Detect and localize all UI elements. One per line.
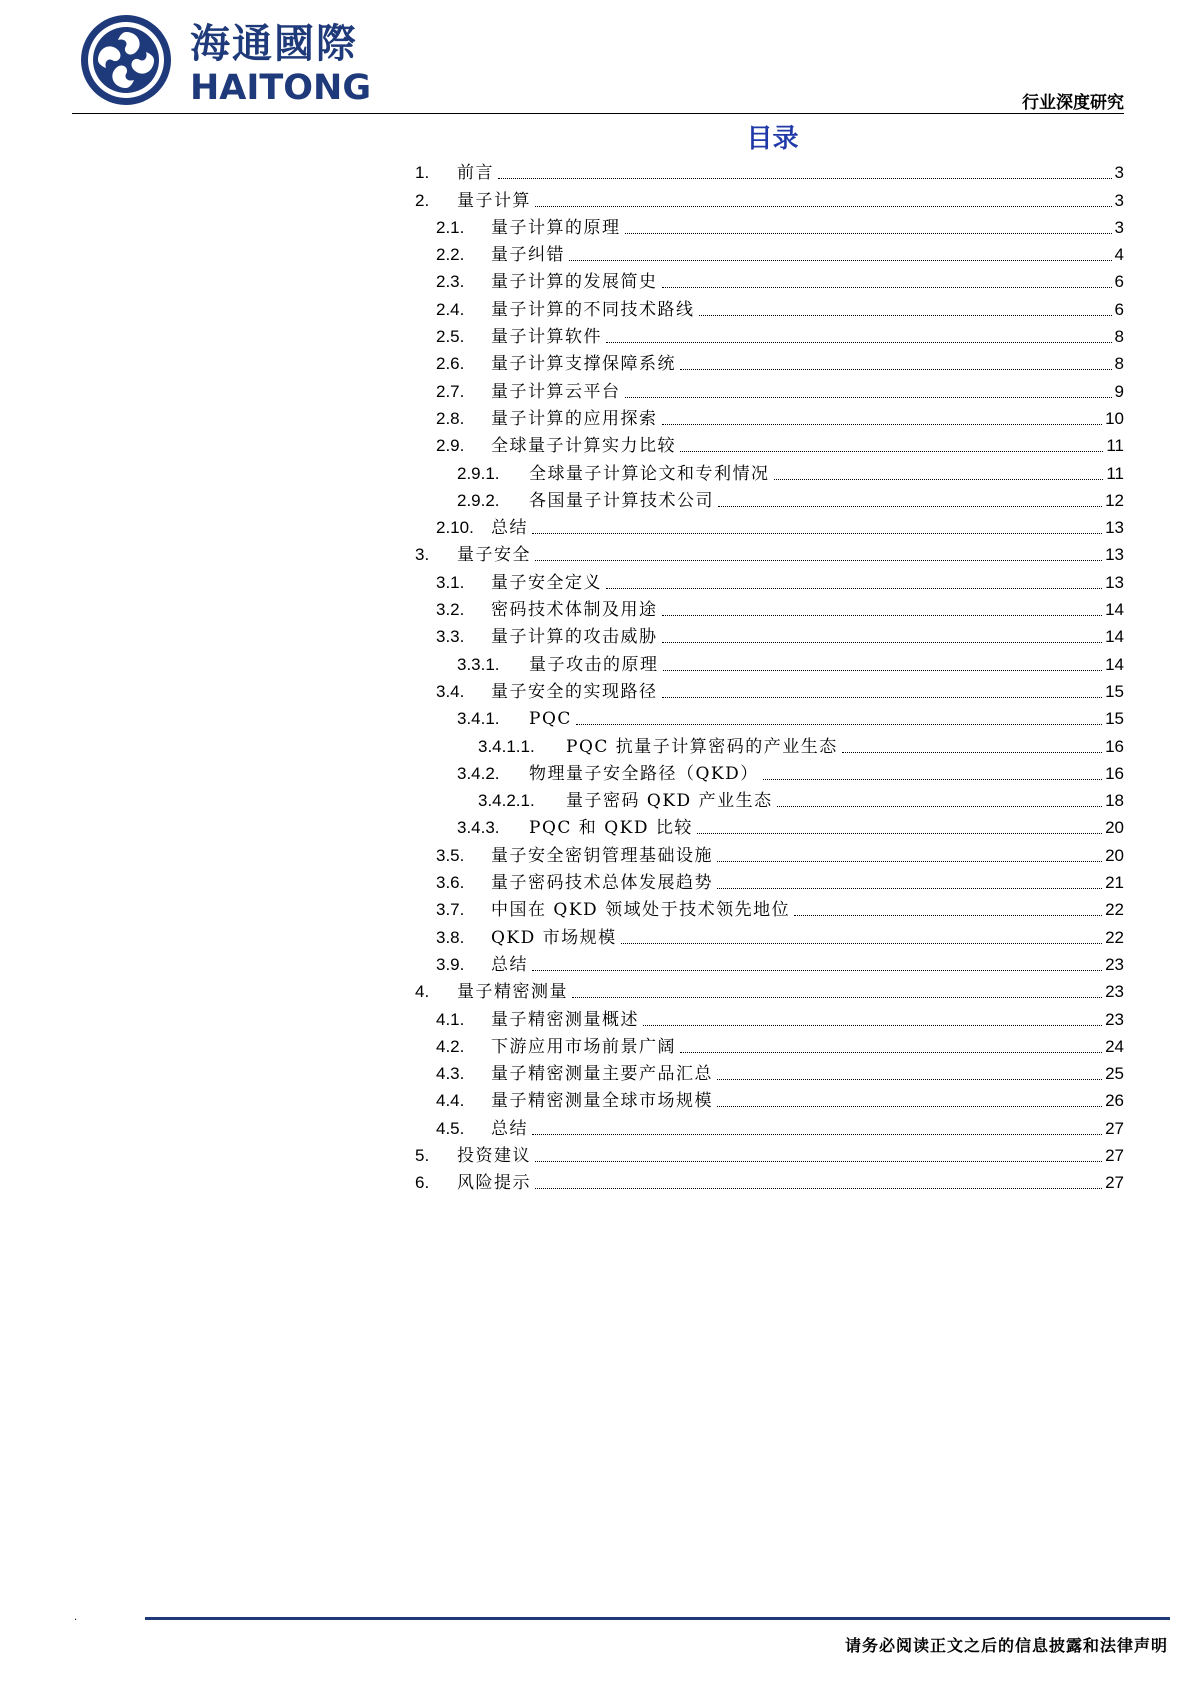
toc-dot-leader — [662, 696, 1103, 698]
toc-entry-label: 风险提示 — [457, 1173, 531, 1194]
toc-entry-page: 27 — [1105, 1145, 1124, 1165]
toc-entry-label: 总结 — [491, 518, 528, 539]
toc-entry-label: 物理量子安全路径（QKD） — [529, 763, 759, 784]
toc-dot-leader — [717, 1105, 1102, 1107]
toc-entry-number: 4.3. — [436, 1064, 465, 1084]
toc-entry-label: 全球量子计算实力比较 — [491, 436, 676, 457]
toc-entry-label: 量子计算 — [457, 190, 531, 211]
toc-entry[interactable] — [415, 430, 1124, 457]
toc-entry-page: 14 — [1105, 600, 1124, 620]
toc-dot-leader — [717, 1078, 1102, 1080]
toc-dot-leader — [774, 478, 1104, 480]
toc-entry[interactable] — [415, 184, 1124, 211]
toc-dot-leader — [697, 832, 1102, 834]
toc-entry-label: 量子安全的实现路径 — [491, 681, 658, 702]
toc-entry-number: 4.5. — [436, 1118, 465, 1138]
toc-entry-number: 3.4. — [436, 681, 465, 701]
toc-entry-label: 量子计算云平台 — [491, 381, 621, 402]
toc-entry[interactable] — [415, 485, 1124, 512]
toc-entry[interactable] — [415, 921, 1124, 948]
toc-dot-leader — [621, 942, 1102, 944]
toc-entry-number: 3.9. — [436, 954, 465, 974]
toc-entry-label: PQC 和 QKD 比较 — [529, 818, 693, 839]
toc-dot-leader — [532, 969, 1102, 971]
toc-entry-number: 2.7. — [436, 381, 465, 401]
toc-entry-page: 11 — [1106, 436, 1124, 456]
toc-entry-number: 4.2. — [436, 1036, 465, 1056]
toc-entry-label: 量子安全密钥管理基础设施 — [491, 845, 713, 866]
toc-entry-number: 5. — [415, 1145, 430, 1165]
toc-entry-number: 2.10. — [436, 518, 474, 538]
toc-entry-label: 全球量子计算论文和专利情况 — [529, 463, 770, 484]
toc-entry[interactable] — [415, 676, 1124, 703]
toc-entry-page: 22 — [1105, 927, 1124, 947]
toc-entry[interactable] — [415, 266, 1124, 293]
toc-entry-number: 2.5. — [436, 327, 465, 347]
toc-entry[interactable] — [415, 976, 1124, 1003]
brand-name-cn: 海通國際 — [190, 21, 358, 67]
toc-entry-label: 量子计算的原理 — [491, 217, 621, 238]
footer-divider — [145, 1617, 1170, 1620]
toc-entry[interactable] — [415, 403, 1124, 430]
haitong-logo-mark-icon — [78, 12, 174, 108]
toc-entry-page: 3 — [1114, 217, 1124, 237]
toc-entry-page: 25 — [1105, 1064, 1124, 1084]
toc-dot-leader — [606, 341, 1112, 343]
toc-entry[interactable] — [415, 785, 1124, 812]
toc-entry-page: 24 — [1105, 1036, 1124, 1056]
toc-entry-page: 4 — [1114, 245, 1124, 265]
toc-entry[interactable] — [415, 539, 1124, 566]
toc-entry-number: 4.1. — [436, 1009, 465, 1029]
toc-dot-leader — [842, 751, 1102, 753]
toc-dot-leader — [535, 1160, 1102, 1162]
toc-dot-leader — [680, 450, 1103, 452]
toc-entry[interactable] — [415, 1031, 1124, 1058]
toc-entry[interactable] — [415, 348, 1124, 375]
footer-mark: . — [74, 1612, 78, 1623]
toc-dot-leader — [794, 914, 1102, 916]
toc-entry-page: 11 — [1106, 463, 1124, 483]
toc-entry-page: 13 — [1105, 518, 1124, 538]
toc-entry-number: 2.9. — [436, 436, 465, 456]
toc-entry[interactable] — [415, 239, 1124, 266]
toc-entry-page: 16 — [1105, 736, 1124, 756]
header-divider — [72, 113, 1124, 114]
toc-dot-leader — [625, 232, 1112, 234]
table-of-contents — [415, 157, 1124, 1194]
report-type-label: 行业深度研究 — [1022, 93, 1124, 113]
toc-entry[interactable] — [415, 703, 1124, 730]
toc-entry-page: 15 — [1105, 681, 1124, 701]
toc-entry-label: PQC — [529, 709, 572, 730]
toc-entry-page: 9 — [1114, 381, 1124, 401]
toc-entry[interactable] — [415, 621, 1124, 648]
toc-entry-label: 下游应用市场前景广阔 — [491, 1036, 676, 1057]
toc-entry[interactable] — [415, 321, 1124, 348]
toc-entry-page: 13 — [1105, 545, 1124, 565]
toc-entry-page: 14 — [1105, 654, 1124, 674]
toc-dot-leader — [532, 532, 1102, 534]
toc-entry-number: 2. — [415, 190, 430, 210]
toc-entry-page: 23 — [1105, 1009, 1124, 1029]
toc-dot-leader — [763, 778, 1102, 780]
toc-entry[interactable] — [415, 1085, 1124, 1112]
toc-dot-leader — [606, 587, 1102, 589]
toc-dot-leader — [663, 669, 1103, 671]
toc-entry-page: 13 — [1105, 572, 1124, 592]
toc-entry-number: 2.9.2. — [457, 490, 500, 510]
toc-entry[interactable] — [415, 648, 1124, 675]
toc-entry[interactable] — [415, 566, 1124, 593]
toc-entry-label: 量子攻击的原理 — [529, 654, 659, 675]
toc-entry-number: 2.2. — [436, 245, 465, 265]
toc-entry-page: 21 — [1105, 873, 1124, 893]
toc-entry-number: 3.2. — [436, 600, 465, 620]
toc-entry-label: QKD 市场规模 — [491, 927, 617, 948]
toc-entry-label: 量子精密测量 — [457, 982, 568, 1003]
toc-dot-leader — [572, 996, 1102, 998]
toc-entry-page: 20 — [1105, 845, 1124, 865]
toc-entry-number: 3.3. — [436, 627, 465, 647]
toc-entry-label: 量子计算的攻击威胁 — [491, 627, 658, 648]
toc-dot-leader — [535, 559, 1102, 561]
toc-entry-page: 27 — [1105, 1173, 1124, 1193]
toc-entry[interactable] — [415, 867, 1124, 894]
toc-entry[interactable] — [415, 1167, 1124, 1194]
toc-entry[interactable] — [415, 375, 1124, 402]
toc-entry-number: 2.4. — [436, 299, 465, 319]
toc-entry[interactable] — [415, 457, 1124, 484]
toc-entry-number: 4.4. — [436, 1091, 465, 1111]
toc-entry-label: 总结 — [491, 1118, 528, 1139]
toc-entry-number: 4. — [415, 982, 430, 1002]
toc-dot-leader — [498, 177, 1112, 179]
brand-name-en: HAITONG — [190, 68, 372, 108]
toc-dot-leader — [680, 1051, 1102, 1053]
toc-dot-leader — [699, 314, 1112, 316]
toc-entry-label: PQC 抗量子计算密码的产业生态 — [566, 736, 838, 757]
toc-title: 目录 — [746, 124, 799, 154]
toc-entry[interactable] — [415, 293, 1124, 320]
toc-entry-number: 3. — [415, 545, 430, 565]
toc-dot-leader — [532, 1133, 1102, 1135]
toc-entry[interactable] — [415, 1003, 1124, 1030]
toc-entry-number: 2.8. — [436, 408, 465, 428]
toc-entry-label: 中国在 QKD 领域处于技术领先地位 — [491, 900, 791, 921]
toc-entry-page: 3 — [1114, 190, 1124, 210]
toc-entry-page: 8 — [1114, 327, 1124, 347]
toc-entry[interactable] — [415, 594, 1124, 621]
toc-entry-number: 2.9.1. — [457, 463, 500, 483]
toc-entry[interactable] — [415, 512, 1124, 539]
toc-entry[interactable] — [415, 894, 1124, 921]
toc-entry-label: 量子精密测量全球市场规模 — [491, 1091, 713, 1112]
toc-entry-page: 6 — [1114, 272, 1124, 292]
toc-entry-number: 3.4.2. — [457, 763, 500, 783]
toc-entry-number: 2.1. — [436, 217, 465, 237]
toc-entry-label: 量子安全 — [457, 545, 531, 566]
toc-entry-number: 3.3.1. — [457, 654, 500, 674]
toc-entry-label: 前言 — [457, 163, 494, 184]
toc-entry-label: 量子计算软件 — [491, 327, 602, 348]
toc-entry-page: 26 — [1105, 1091, 1124, 1111]
toc-dot-leader — [643, 1024, 1102, 1026]
toc-entry-label: 投资建议 — [457, 1145, 531, 1166]
toc-entry-number: 3.4.3. — [457, 818, 500, 838]
toc-entry-number: 3.8. — [436, 927, 465, 947]
toc-entry-page: 10 — [1105, 408, 1124, 428]
toc-dot-leader — [777, 805, 1103, 807]
toc-entry-page: 15 — [1105, 709, 1124, 729]
footer-disclaimer: 请务必阅读正文之后的信息披露和法律声明 — [844, 1636, 1168, 1655]
toc-entry-number: 3.4.2.1. — [478, 791, 535, 811]
toc-entry[interactable] — [415, 949, 1124, 976]
toc-entry-number: 3.4.1. — [457, 709, 500, 729]
toc-entry-number: 1. — [415, 163, 430, 183]
toc-entry-label: 量子计算的发展简史 — [491, 272, 658, 293]
toc-entry-label: 量子精密测量主要产品汇总 — [491, 1064, 713, 1085]
toc-entry-label: 总结 — [491, 954, 528, 975]
toc-dot-leader — [662, 423, 1103, 425]
toc-entry[interactable] — [415, 1058, 1124, 1085]
toc-dot-leader — [625, 396, 1112, 398]
toc-entry-label: 量子精密测量概述 — [491, 1009, 639, 1030]
toc-dot-leader — [717, 860, 1102, 862]
toc-entry-number: 3.1. — [436, 572, 465, 592]
toc-entry-number: 3.4.1.1. — [478, 736, 535, 756]
toc-entry-page: 27 — [1105, 1118, 1124, 1138]
toc-dot-leader — [680, 368, 1112, 370]
toc-dot-leader — [576, 723, 1102, 725]
toc-entry-page: 20 — [1105, 818, 1124, 838]
toc-dot-leader — [662, 286, 1112, 288]
toc-entry-label: 量子纠错 — [491, 245, 565, 266]
toc-entry-page: 23 — [1105, 954, 1124, 974]
toc-entry-page: 23 — [1105, 982, 1124, 1002]
toc-entry[interactable] — [415, 1112, 1124, 1139]
toc-entry[interactable] — [415, 1140, 1124, 1167]
toc-dot-leader — [535, 1187, 1102, 1189]
toc-entry-number: 2.3. — [436, 272, 465, 292]
toc-entry-label: 量子密码技术总体发展趋势 — [491, 873, 713, 894]
toc-entry-number: 2.6. — [436, 354, 465, 374]
toc-entry-label: 密码技术体制及用途 — [491, 600, 658, 621]
toc-dot-leader — [662, 614, 1103, 616]
toc-entry-number: 6. — [415, 1173, 430, 1193]
toc-dot-leader — [718, 505, 1102, 507]
toc-dot-leader — [717, 887, 1102, 889]
haitong-logo — [78, 12, 378, 112]
toc-entry-number: 3.5. — [436, 845, 465, 865]
toc-entry[interactable] — [415, 839, 1124, 866]
toc-entry[interactable] — [415, 212, 1124, 239]
toc-entry-label: 量子计算的应用探索 — [491, 408, 658, 429]
toc-entry-number: 3.6. — [436, 873, 465, 893]
toc-entry-page: 3 — [1114, 163, 1124, 183]
toc-entry-label: 量子计算的不同技术路线 — [491, 299, 695, 320]
toc-entry-page: 16 — [1105, 763, 1124, 783]
toc-entry[interactable] — [415, 758, 1124, 785]
toc-entry[interactable] — [415, 157, 1124, 184]
toc-entry-page: 14 — [1105, 627, 1124, 647]
toc-entry-label: 量子安全定义 — [491, 572, 602, 593]
toc-entry-page: 22 — [1105, 900, 1124, 920]
toc-dot-leader — [535, 205, 1112, 207]
toc-entry-page: 8 — [1114, 354, 1124, 374]
toc-dot-leader — [569, 259, 1112, 261]
toc-entry-label: 量子密码 QKD 产业生态 — [566, 791, 773, 812]
toc-entry-page: 18 — [1105, 791, 1124, 811]
toc-entry-label: 各国量子计算技术公司 — [529, 490, 714, 511]
toc-entry-page: 12 — [1105, 490, 1124, 510]
toc-dot-leader — [662, 641, 1103, 643]
toc-entry[interactable] — [415, 730, 1124, 757]
toc-entry[interactable] — [415, 812, 1124, 839]
toc-entry-label: 量子计算支撑保障系统 — [491, 354, 676, 375]
toc-entry-number: 3.7. — [436, 900, 465, 920]
toc-entry-page: 6 — [1114, 299, 1124, 319]
